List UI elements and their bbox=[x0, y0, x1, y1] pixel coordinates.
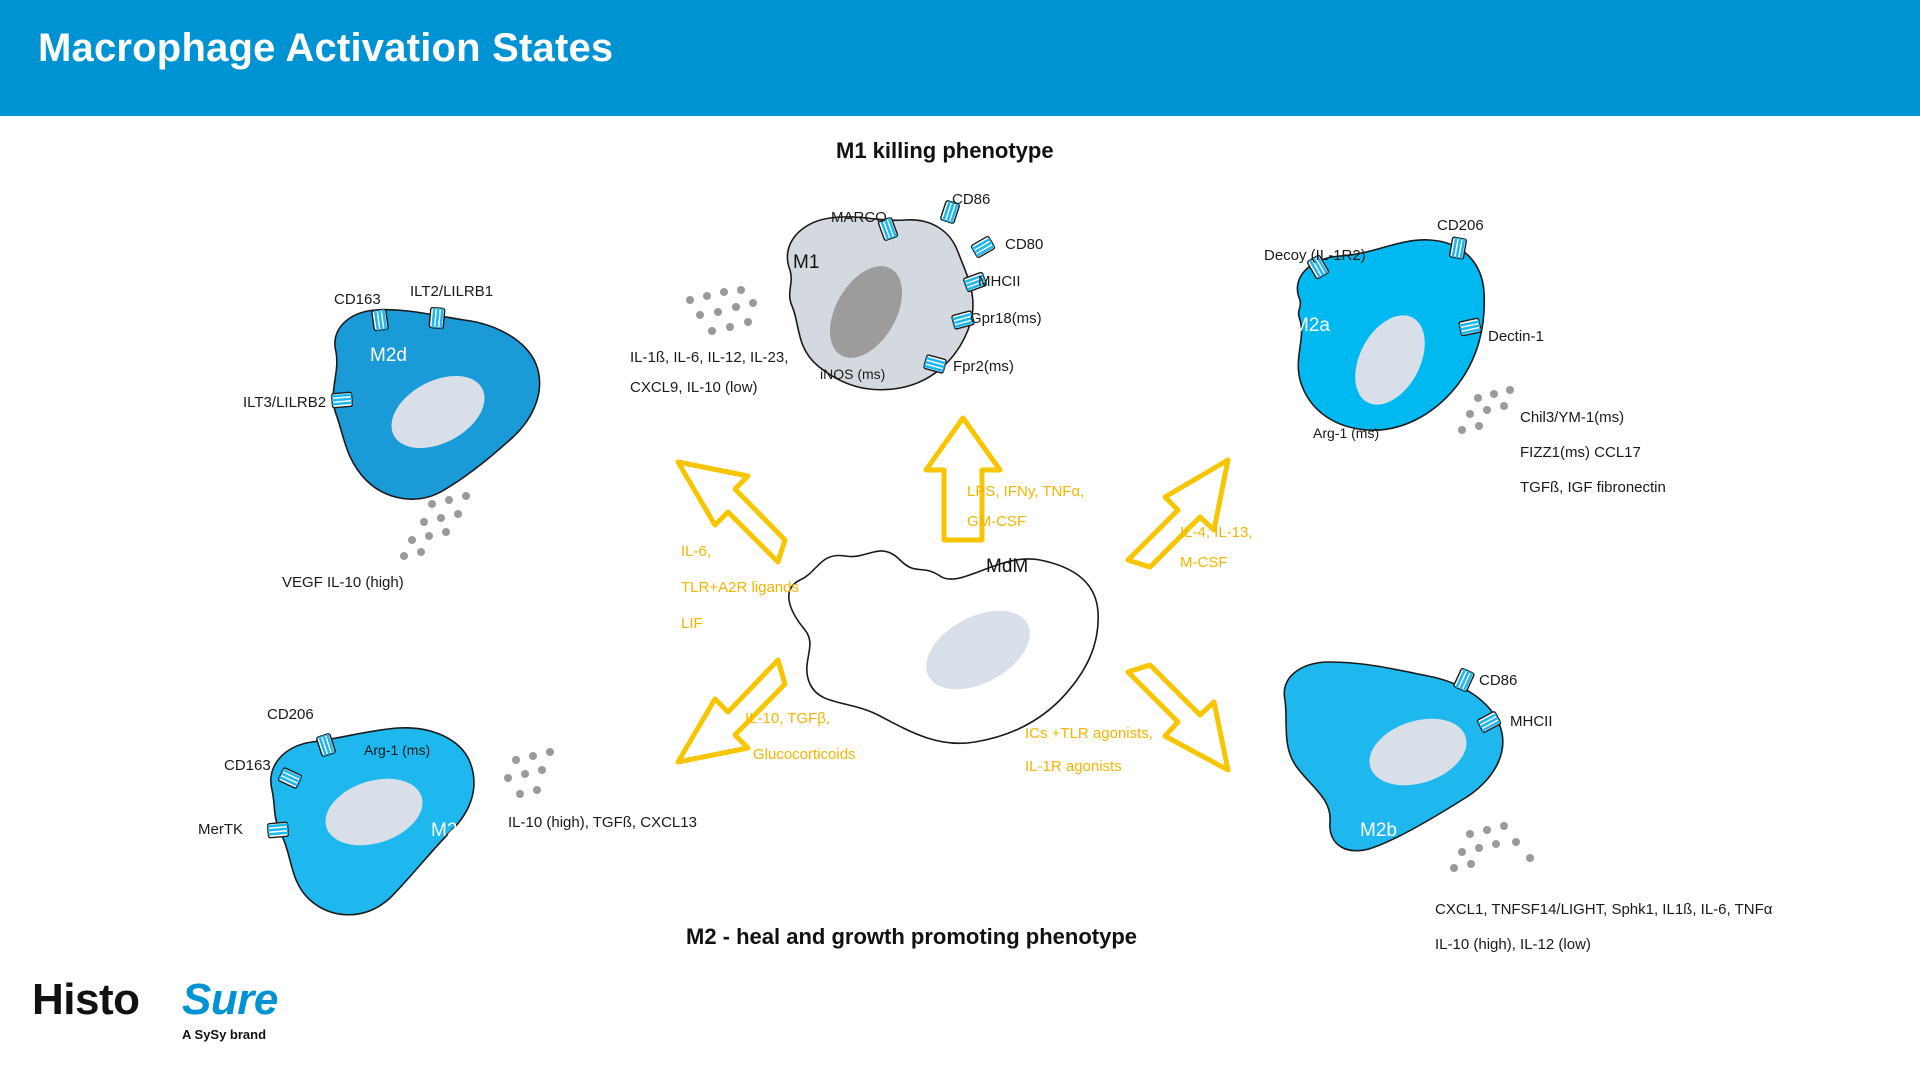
cell-label-m1: M1 bbox=[793, 252, 820, 273]
cell-label-mdm: MdM bbox=[986, 556, 1029, 577]
secretion-m2d-line1: VEGF IL-10 (high) bbox=[282, 574, 404, 591]
stimulus-m2c-line1: IL-10, TGFβ, bbox=[745, 710, 831, 727]
secretion-dots-m2d bbox=[400, 492, 470, 560]
stimulus-m2d-line1: IL-6, bbox=[681, 543, 712, 560]
secretion-m2b-line1: CXCL1, TNFSF14/LIGHT, Sphk1, IL1ß, IL-6, TNFα bbox=[1435, 901, 1773, 918]
cell-m2d bbox=[333, 310, 539, 499]
receptor-cd80-m1 bbox=[971, 236, 995, 258]
logo-text-histo: Histo bbox=[32, 975, 140, 1024]
secretion-m1-line2: CXCL9, IL-10 (low) bbox=[630, 379, 758, 396]
cell-label-m2c: M2c bbox=[431, 820, 467, 841]
receptor-ilt2-m2d bbox=[429, 307, 445, 328]
label-m2a-dectin1: Dectin-1 bbox=[1488, 328, 1544, 345]
heading-m2-phenotype: M2 - heal and growth promoting phenotype bbox=[686, 924, 1137, 949]
label-m1-mhcii: MHCII bbox=[978, 273, 1021, 290]
receptor-cd163-m2d bbox=[372, 309, 389, 331]
secretion-dots-m2c bbox=[504, 748, 554, 798]
stimulus-m1-line1: LPS, IFNy, TNFα, bbox=[967, 483, 1085, 500]
secretion-dots-m1 bbox=[686, 286, 757, 335]
stimulus-m2a-line2: M-CSF bbox=[1180, 554, 1228, 571]
heading-m1-phenotype: M1 killing phenotype bbox=[836, 138, 1054, 163]
cell-label-m2a: M2a bbox=[1293, 315, 1330, 336]
stimulus-m2c-line2: Glucocorticoids bbox=[753, 746, 856, 763]
label-m2c-cd163: CD163 bbox=[224, 757, 271, 774]
receptor-cd206-m2a bbox=[1449, 237, 1466, 259]
stimulus-m2b-line1: ICs +TLR agonists, bbox=[1025, 725, 1153, 742]
secretion-m2a-line2: FIZZ1(ms) CCL17 bbox=[1520, 444, 1641, 461]
stimulus-m2a-line1: IL-4, IL-13, bbox=[1180, 524, 1253, 541]
cell-label-m2d: M2d bbox=[370, 345, 407, 366]
label-m2a-cd206: CD206 bbox=[1437, 217, 1484, 234]
label-m2c-mertk: MerTK bbox=[198, 821, 243, 838]
cell-label-m2b: M2b bbox=[1360, 820, 1397, 841]
secretion-dots-m2a bbox=[1458, 386, 1514, 434]
label-m1-fpr2: Fpr2(ms) bbox=[953, 358, 1014, 375]
label-m1-gpr18: Gpr18(ms) bbox=[970, 310, 1042, 327]
secretion-dots-m2b bbox=[1450, 822, 1534, 872]
label-m2c-cd206: CD206 bbox=[267, 706, 314, 723]
secretion-m1-line1: IL-1ß, IL-6, IL-12, IL-23, bbox=[630, 349, 789, 366]
secretion-m2b-line2: IL-10 (high), IL-12 (low) bbox=[1435, 936, 1591, 953]
stimulus-m1-line2: GM-CSF bbox=[967, 513, 1027, 530]
stimulus-m2b-line2: IL-1R agonists bbox=[1025, 758, 1122, 775]
histosure-logo bbox=[32, 975, 292, 1045]
secretion-m2a-line3: TGFß, IGF fibronectin bbox=[1520, 479, 1666, 496]
label-m1-marco: MARCO bbox=[831, 209, 887, 226]
page-title: Macrophage Activation States bbox=[38, 26, 614, 70]
arrow-to-m2b bbox=[1128, 665, 1228, 770]
secretion-m2a-line1: Chil3/YM-1(ms) bbox=[1520, 409, 1625, 426]
label-m1-cd80: CD80 bbox=[1005, 236, 1044, 253]
label-m2b-mhcii: MHCII bbox=[1510, 713, 1553, 730]
label-m1-cd86: CD86 bbox=[952, 191, 991, 208]
label-m2b-cd86: CD86 bbox=[1479, 672, 1518, 689]
secretion-m2c-line1: IL-10 (high), TGFß, CXCL13 bbox=[508, 814, 697, 831]
label-m2d-cd163: CD163 bbox=[334, 291, 381, 308]
logo-text-sure: Sure bbox=[182, 975, 278, 1024]
label-m2d-ilt2: ILT2/LILRB1 bbox=[410, 283, 494, 300]
inner-label-m1-inos: iNOS (ms) bbox=[820, 366, 886, 382]
cell-mdm bbox=[789, 551, 1098, 743]
receptor-ilt3-m2d bbox=[331, 392, 352, 408]
stimulus-m2d-line3: LIF bbox=[681, 615, 703, 632]
label-m2a-decoy: Decoy (IL-1R2) bbox=[1264, 247, 1366, 264]
logo-tagline: A SySy brand bbox=[182, 1027, 267, 1042]
receptor-mertk-m2c bbox=[267, 822, 288, 838]
stimulus-m2d-line2: TLR+A2R ligands bbox=[681, 579, 799, 596]
inner-label-m2c-arg1: Arg-1 (ms) bbox=[364, 742, 431, 758]
label-m2d-ilt3: ILT3/LILRB2 bbox=[243, 394, 327, 411]
inner-label-m2a-arg1: Arg-1 (ms) bbox=[1313, 425, 1380, 441]
